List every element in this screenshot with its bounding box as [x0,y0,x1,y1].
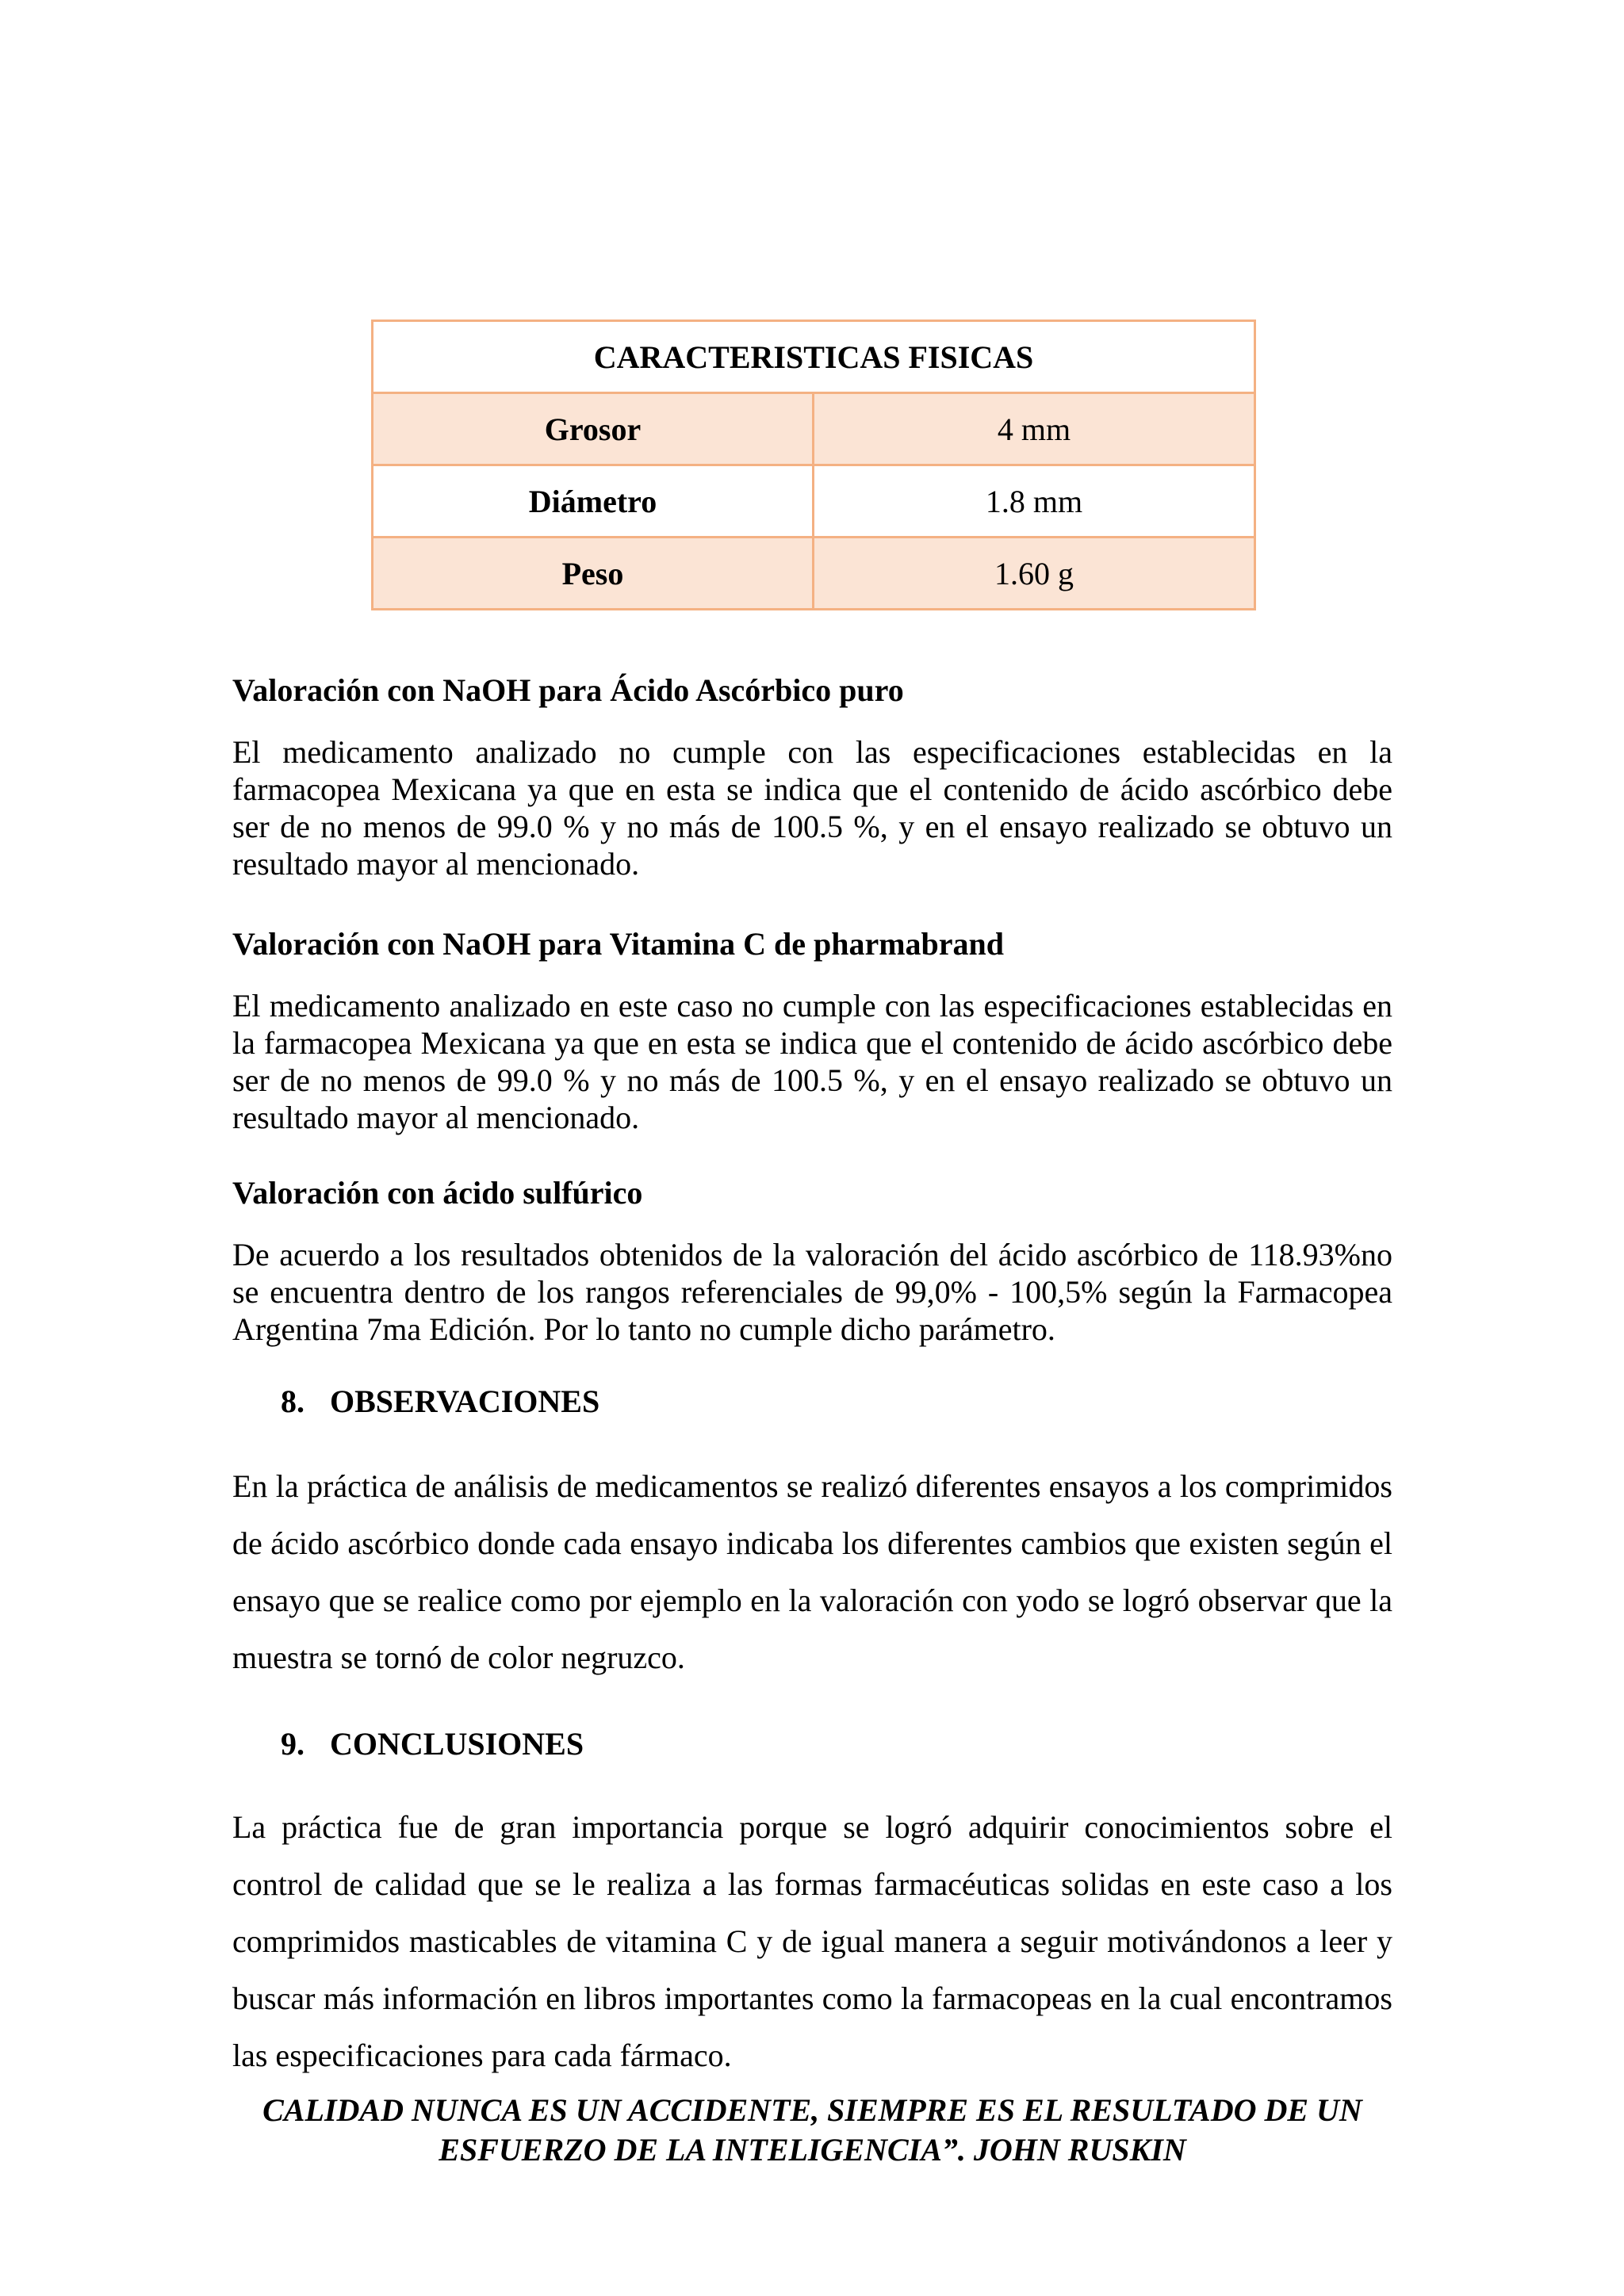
table-title: CARACTERISTICAS FISICAS [373,321,1255,393]
row-value-diametro: 1.8 mm [814,465,1255,538]
row-label-diametro: Diámetro [373,465,814,538]
quote-line-1: CALIDAD NUNCA ES UN ACCIDENTE, SIEMPRE ES EL RESULTADO DE UN [262,2092,1362,2128]
section-number: 9. [281,1726,304,1762]
row-label-grosor: Grosor [373,393,814,465]
section-number: 8. [281,1383,304,1419]
section-paragraph: El medicamento analizado en este caso no cumple con las especificaciones establecidas en la farmacopea Mexicana ya que en esta se indica que el contenido de ácido ascórbico debe ser de no menos de 99.0 % y no más de 100.5 %, y en el ensayo realizado se obtuvo un resultado mayor al mencionado. [232,988,1392,1135]
section-title: OBSERVACIONES [330,1383,600,1419]
conclusiones-body [232,1799,1392,2084]
row-value-grosor: 4 mm [814,393,1255,465]
section-sulfuric-acid [232,1174,1392,1348]
section-title: CONCLUSIONES [330,1726,584,1762]
row-label-peso: Peso [373,538,814,610]
section-paragraph: De acuerdo a los resultados obtenidos de la valoración del ácido ascórbico de 118.93%no se encuentra dentro de los rangos referenciales de 99,0% - 100,5% según la Farmacopea Argentina 7ma Edición. Por lo tanto no cumple dicho parámetro. [232,1237,1392,1347]
section-heading: Valoración con NaOH para Ácido Ascórbico puro [232,672,904,708]
section-heading: Valoración con NaOH para Vitamina C de pharmabrand [232,926,1005,962]
section-paragraph: El medicamento analizado no cumple con las especificaciones establecidas en la farmacopea Mexicana ya que en esta se indica que el contenido de ácido ascórbico debe ser de no menos de 99.0 % y no más de 100.5 %, y en el ensayo realizado se obtuvo un resultado mayor al mencionado. [232,734,1392,882]
observaciones-paragraph: En la práctica de análisis de medicamentos se realizó diferentes ensayos a los comprimidos de ácido ascórbico donde cada ensayo indicaba los diferentes cambios que existen según el ensayo que se realice como por ejemplo en la valoración con yodo se logró observar que la muestra se tornó de color negruzco. [232,1468,1392,1675]
observaciones-body [232,1458,1392,1686]
observaciones-heading [281,1383,599,1421]
table-row [373,465,1255,538]
conclusiones-paragraph: La práctica fue de gran importancia porque se logró adquirir conocimientos sobre el control de calidad que se le realiza a las formas farmacéuticas solidas en este caso a los comprimidos masticables de vitamina C y de igual manera a seguir motivándonos a leer y buscar más información en libros importantes como la farmacopeas en la cual encontramos las especificaciones para cada fármaco. [232,1809,1392,2073]
physical-characteristics-table [371,320,1256,610]
section-naoh-pure [232,672,1392,882]
closing-quote [232,2091,1392,2170]
section-naoh-vitamin-c [232,925,1392,1136]
conclusiones-heading [281,1725,584,1763]
section-heading: Valoración con ácido sulfúrico [232,1175,643,1211]
table-row [373,538,1255,610]
table-row [373,393,1255,465]
quote-line-2: ESFUERZO DE LA INTELIGENCIA”. JOHN RUSKIN [439,2132,1186,2168]
row-value-peso: 1.60 g [814,538,1255,610]
